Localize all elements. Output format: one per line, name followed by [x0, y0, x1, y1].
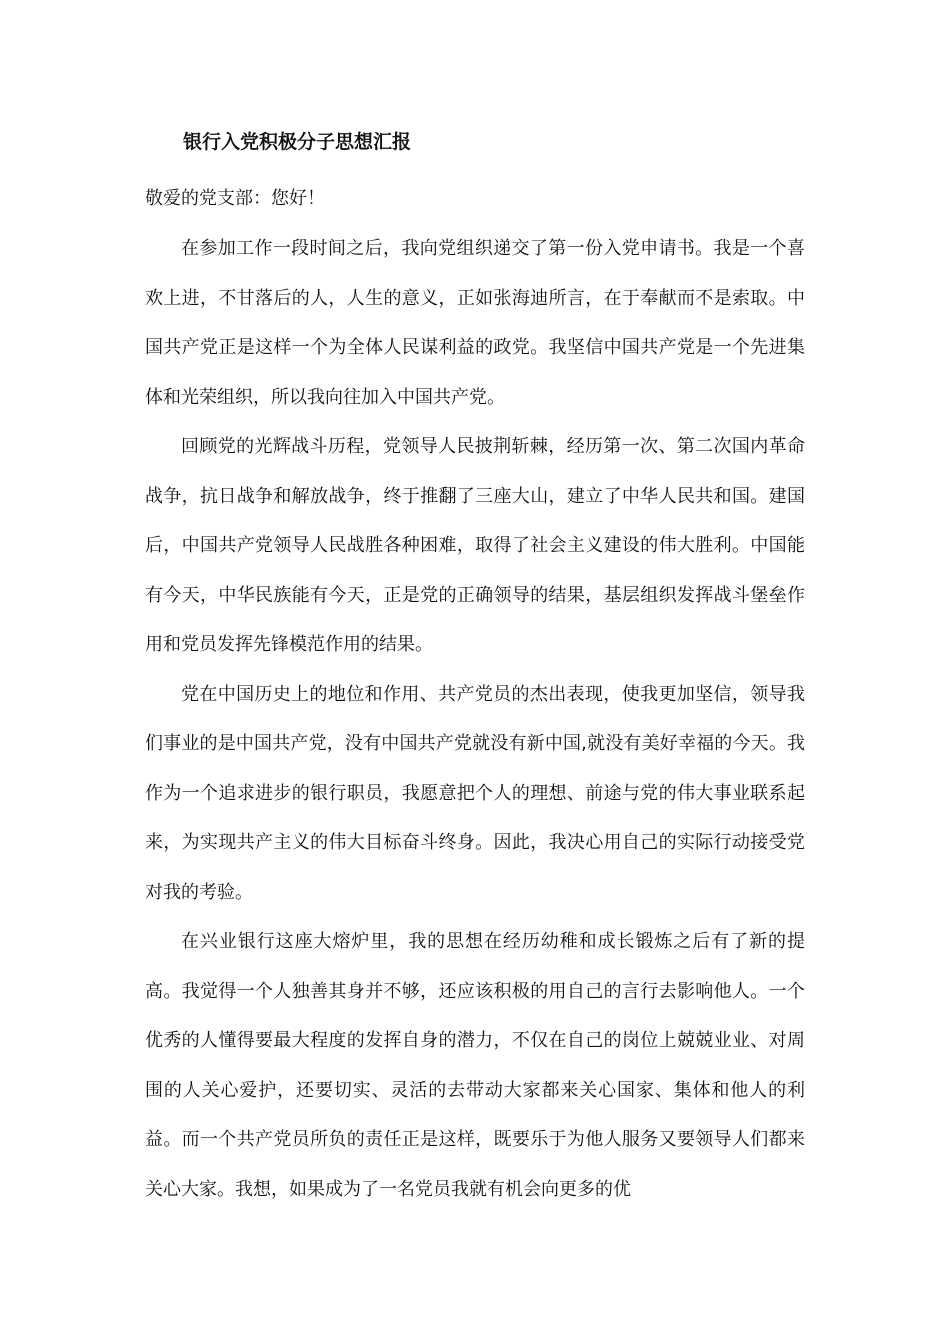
document-title: 银行入党积极分子思想汇报 — [183, 131, 412, 153]
paragraph-1: 在参加工作一段时间之后，我向党组织递交了第一份入党申请书。我是一个喜欢上进，不甘落后的人，人生的意义，正如张海迪所言，在于奉献而不是索取。中国共产党正是这样一个为全体人民谋利益的政党。我坚信中国共产党是一个先进集体和光荣组织，所以我向往加入中国共产党。 — [145, 238, 805, 408]
paragraph-2: 回顾党的光辉战斗历程，党领导人民披荆斩棘，经历第一次、第二次国内革命战争，抗日战争和解放战争，终于推翻了三座大山，建立了中华人民共和国。建国后，中国共产党领导人民战胜各种困难，取得了社会主义建设的伟大胜利。中国能有今天，中华民族能有今天，正是党的正确领导的结果，基层组织发挥战斗堡垒作用和党员发挥先锋模范作用的结果。 — [145, 436, 805, 655]
paragraph-3: 党在中国历史上的地位和作用、共产党员的杰出表现，使我更加坚信，领导我们事业的是中国共产党，没有中国共产党就没有新中国,就没有美好幸福的今天。我作为一个追求进步的银行职员，我愿意把个人的理想、前途与党的伟大事业联系起来，为实现共产主义的伟大目标奋斗终身。因此，我决心用自己的实际行动接受党对我的考验。 — [145, 683, 805, 903]
document-body — [145, 174, 805, 1214]
salutation: 敬爱的党支部：您好！ — [145, 188, 325, 209]
paragraph-4: 在兴业银行这座大熔炉里，我的思想在经历幼稚和成长锻炼之后有了新的提高。我觉得一个人独善其身并不够，还应该积极的用自己的言行去影响他人。一个优秀的人懂得要最大程度的发挥自身的潜力，不仅在自己的岗位上兢兢业业、对周围的人关心爱护，还要切实、灵活的去带动大家都来关心国家、集体和他人的利益。而一个共产党员所负的责任正是这样，既要乐于为他人服务又要领导人们都来关心大家。我想，如果成为了一名党员我就有机会向更多的优 — [145, 931, 805, 1200]
